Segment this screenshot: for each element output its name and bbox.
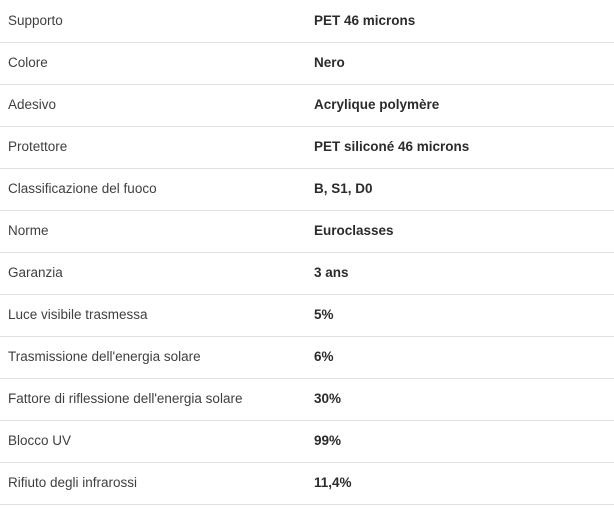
spec-value: Acrylique polymère bbox=[304, 84, 614, 126]
table-row bbox=[0, 84, 614, 126]
spec-label: Supporto bbox=[0, 0, 304, 42]
spec-label: Classificazione del fuoco bbox=[0, 168, 304, 210]
spec-value: Euroclasses bbox=[304, 210, 614, 252]
table-row bbox=[0, 126, 614, 168]
spec-value: Nero bbox=[304, 42, 614, 84]
table-row bbox=[0, 336, 614, 378]
spec-value: PET siliconé 46 microns bbox=[304, 126, 614, 168]
spec-label: Blocco UV bbox=[0, 420, 304, 462]
spec-value: B, S1, D0 bbox=[304, 168, 614, 210]
table-row bbox=[0, 0, 614, 42]
spec-value: 11,4% bbox=[304, 462, 614, 504]
spec-label: Garanzia bbox=[0, 252, 304, 294]
spec-label: Colore bbox=[0, 42, 304, 84]
spec-value: 3 ans bbox=[304, 252, 614, 294]
spec-label: Trasmissione dell'energia solare bbox=[0, 336, 304, 378]
spec-label: Rifiuto degli infrarossi bbox=[0, 462, 304, 504]
spec-value: 6% bbox=[304, 336, 614, 378]
spec-label: Norme bbox=[0, 210, 304, 252]
table-row bbox=[0, 42, 614, 84]
table-row bbox=[0, 378, 614, 420]
table-row bbox=[0, 294, 614, 336]
table-row bbox=[0, 420, 614, 462]
spec-value: 30% bbox=[304, 378, 614, 420]
table-row bbox=[0, 168, 614, 210]
spec-value: 5% bbox=[304, 294, 614, 336]
spec-value: 99% bbox=[304, 420, 614, 462]
spec-value: PET 46 microns bbox=[304, 0, 614, 42]
spec-label: Adesivo bbox=[0, 84, 304, 126]
table-row bbox=[0, 252, 614, 294]
table-row bbox=[0, 210, 614, 252]
spec-label: Fattore di riflessione dell'energia solare bbox=[0, 378, 304, 420]
spec-label: Luce visibile trasmessa bbox=[0, 294, 304, 336]
spec-label: Protettore bbox=[0, 126, 304, 168]
table-row bbox=[0, 462, 614, 504]
